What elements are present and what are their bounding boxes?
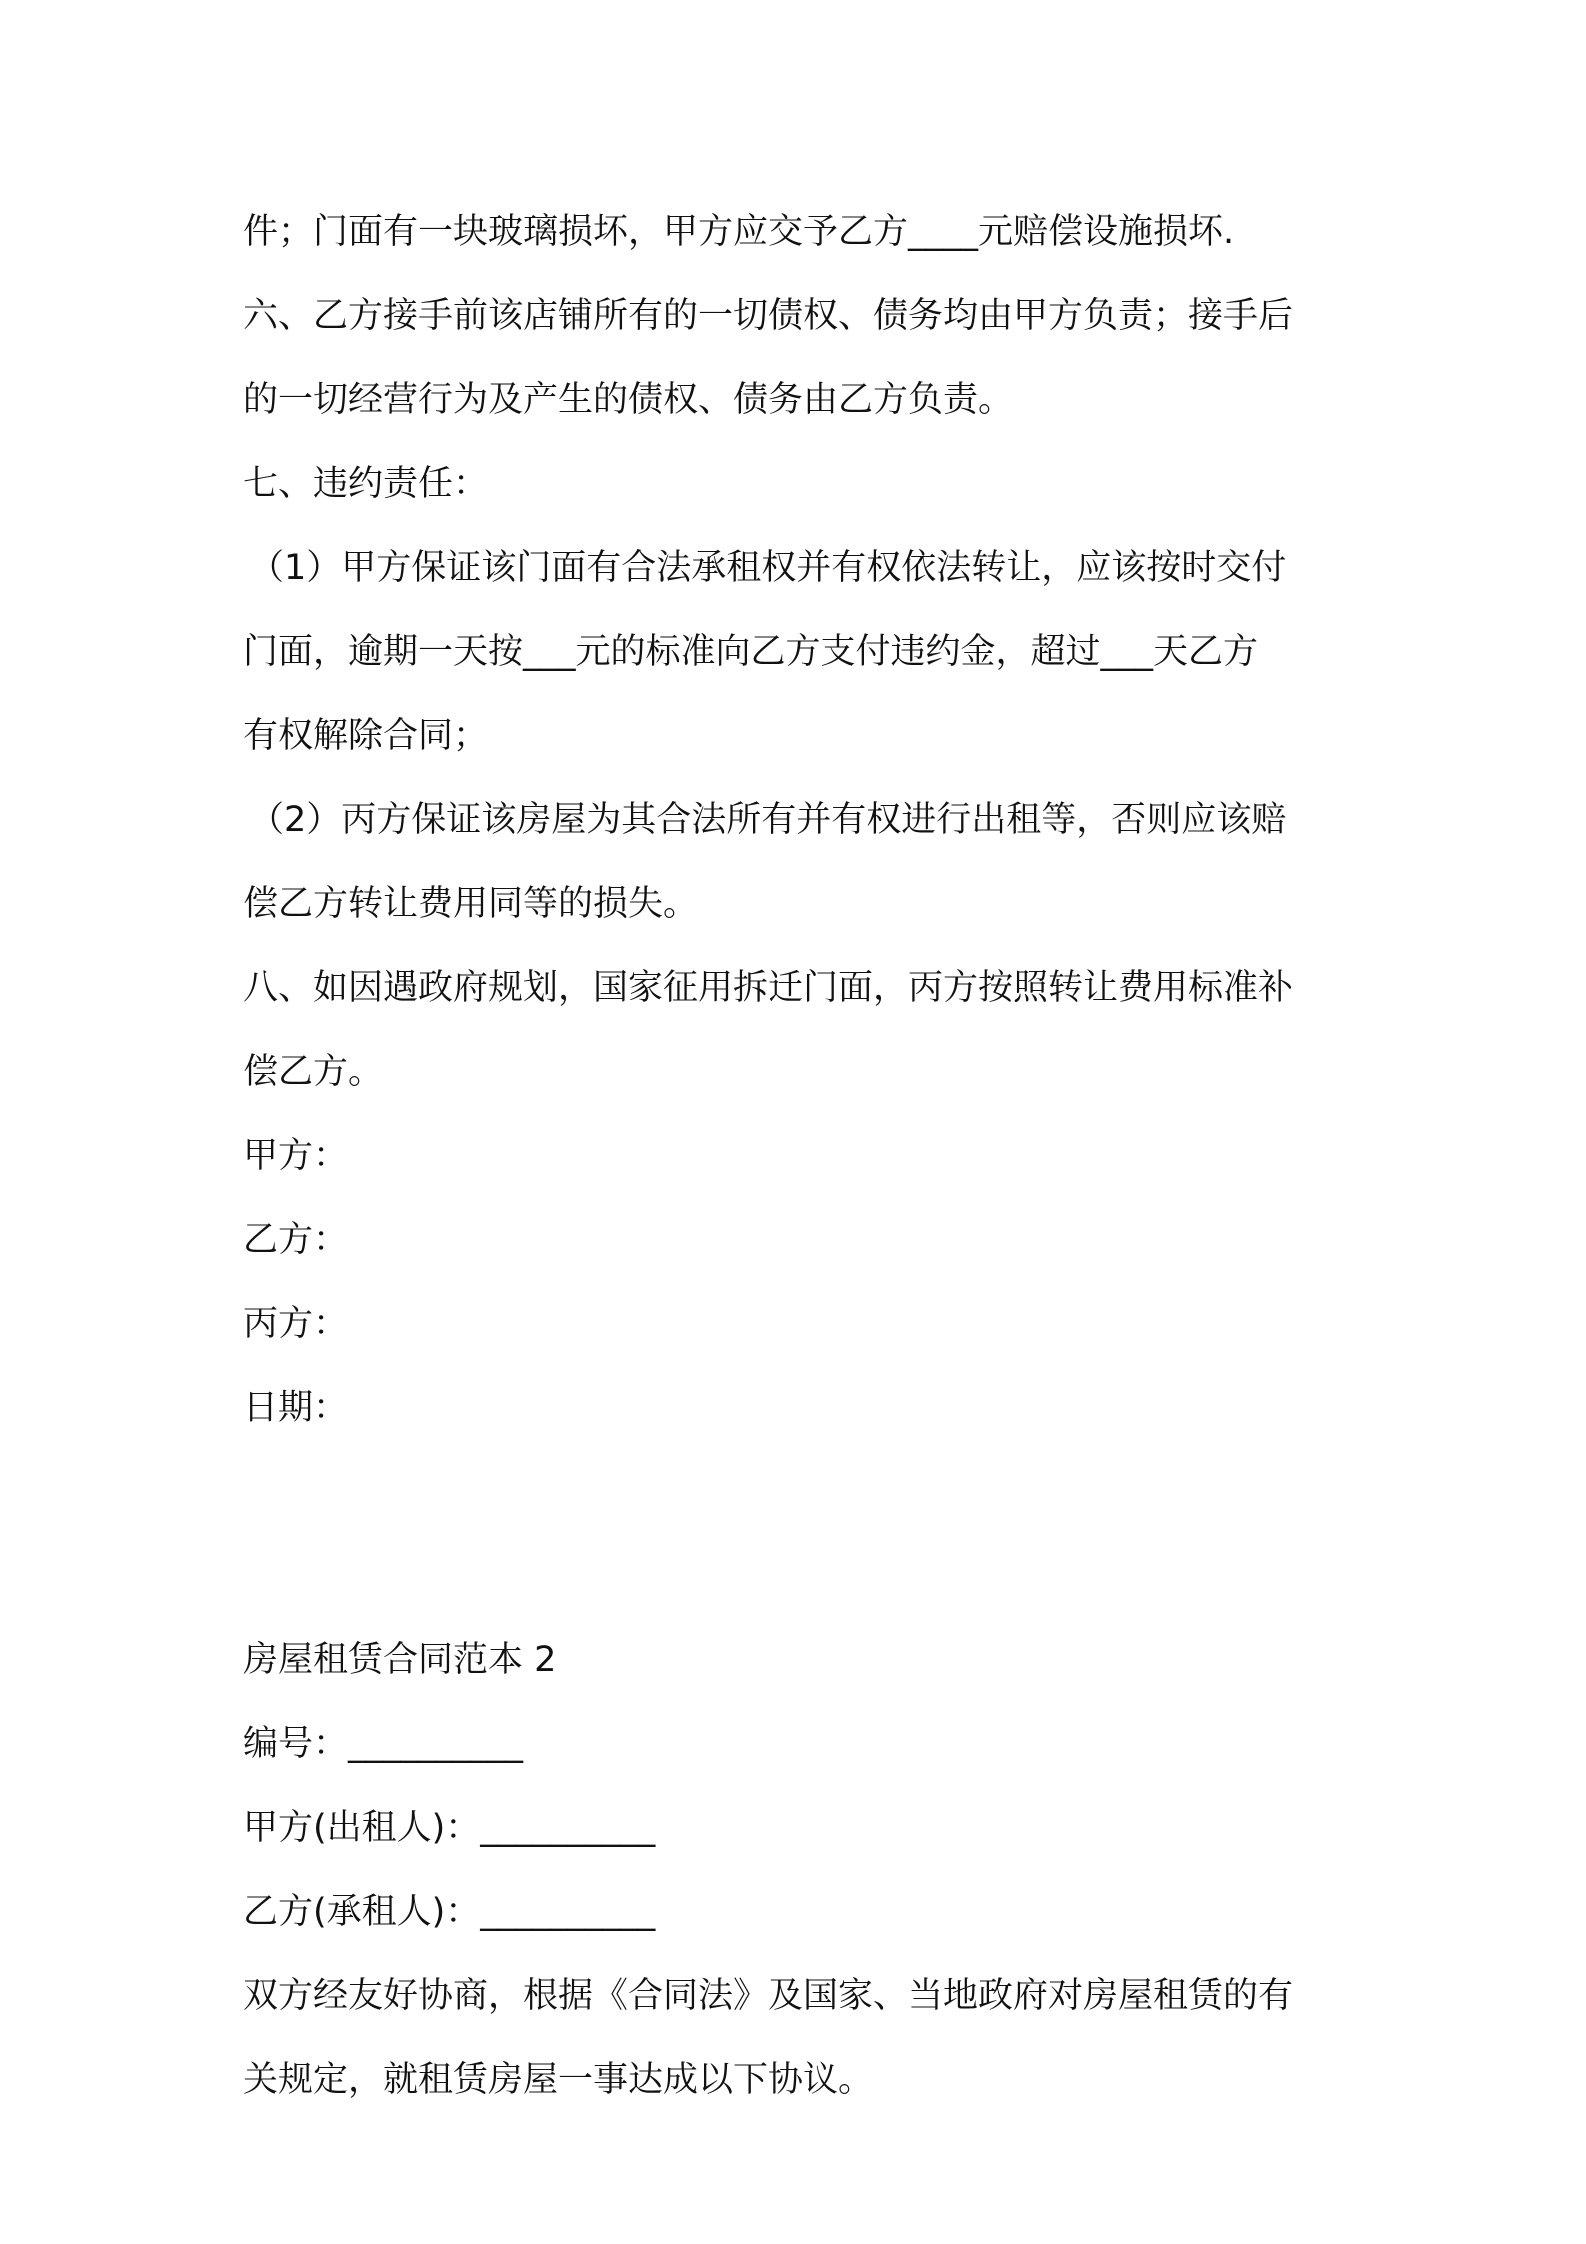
signature-date: 日期：: [243, 1388, 349, 1428]
text-line: 有权解除合同；: [243, 716, 489, 756]
text-line: 关规定，就租赁房屋一事达成以下协议。: [243, 2060, 874, 2100]
text-line: 偿乙方转让费用同等的损失。: [243, 884, 699, 924]
party-b-lessee: 乙方(承租人)：__________: [243, 1892, 656, 1932]
contract-number: 编号：__________: [243, 1724, 524, 1764]
text-line: （2）丙方保证该房屋为其合法所有并有权进行出租等，否则应该赔: [249, 800, 1287, 840]
text-line: 的一切经营行为及产生的债权、债务由乙方负责。: [243, 380, 1014, 420]
section-title: 房屋租赁合同范本 2: [243, 1640, 557, 1680]
text-line: 件；门面有一块玻璃损坏，甲方应交予乙方____元赔偿设施损坏.: [243, 212, 1235, 252]
document-body: [243, 206, 1353, 2138]
signature-party-c: 丙方：: [243, 1304, 349, 1344]
text-line: 七、违约责任：: [243, 464, 489, 504]
text-line: 八、如因遇政府规划，国家征用拆迁门面，丙方按照转让费用标准补: [243, 968, 1294, 1008]
party-a-lessor: 甲方(出租人)：__________: [243, 1808, 656, 1848]
text-line: 六、乙方接手前该店铺所有的一切债权、债务均由甲方负责；接手后: [243, 296, 1294, 336]
section-gap: [243, 1466, 1353, 1634]
text-line: 双方经友好协商，根据《合同法》及国家、当地政府对房屋租赁的有: [243, 1976, 1294, 2016]
text-line: （1）甲方保证该门面有合法承租权并有权依法转让，应该按时交付: [249, 548, 1287, 588]
signature-party-b: 乙方：: [243, 1220, 349, 1260]
text-line: 门面，逾期一天按___元的标准向乙方支付违约金，超过___天乙方: [243, 632, 1259, 672]
signature-party-a: 甲方：: [243, 1136, 349, 1176]
text-line: 偿乙方。: [243, 1052, 384, 1092]
